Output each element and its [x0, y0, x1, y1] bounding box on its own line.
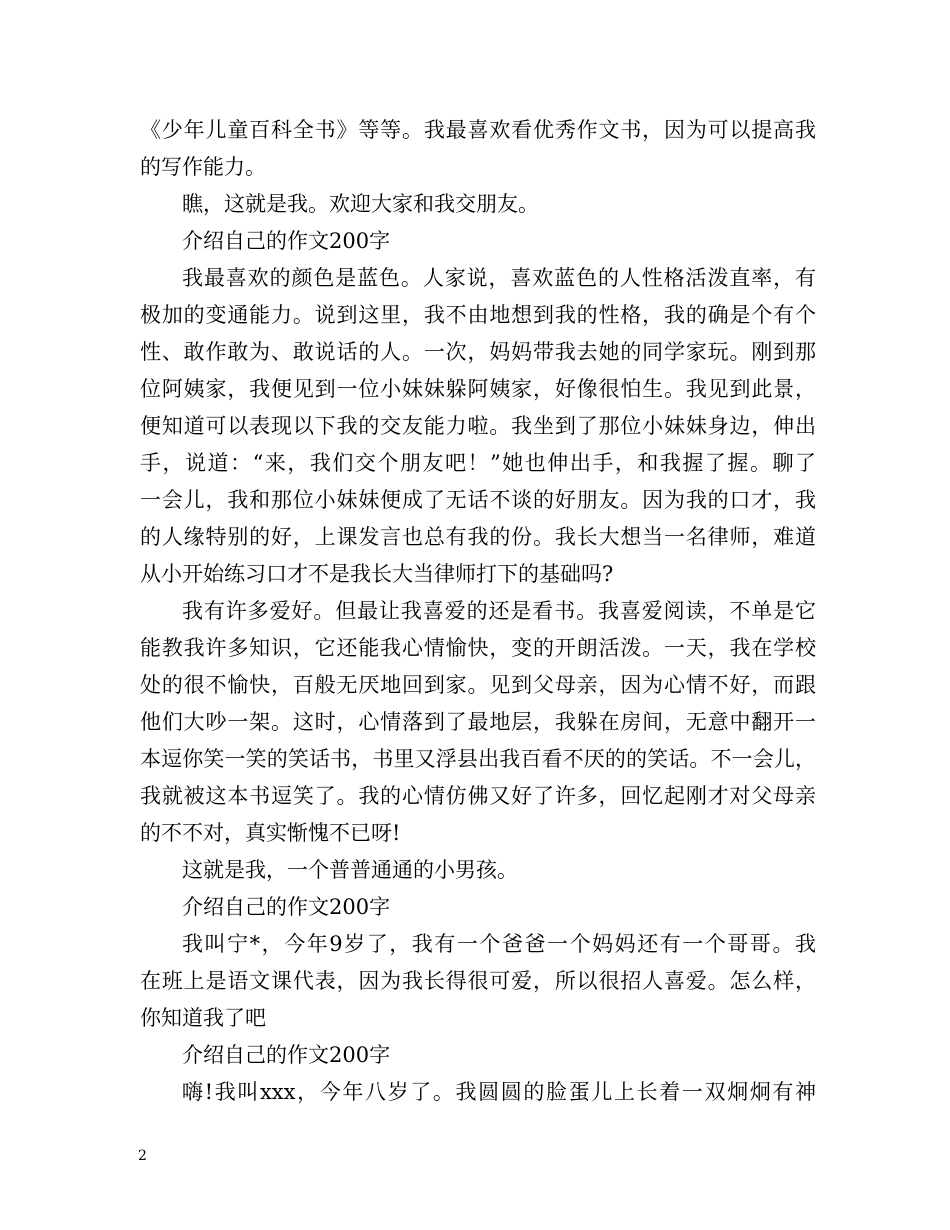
text-line: 手，说道：“来，我们交个朋友吧！”她也伸出手，和我握了握。聊了 [140, 451, 816, 475]
text-line: 本逗你笑一笑的笑话书，书里又浮县出我百看不厌的的笑话。不一会儿， [140, 747, 816, 771]
text-line: 《少年儿童百科全书》等等。我最喜欢看优秀作文书，因为可以提高我 [140, 118, 816, 142]
text-line: 位阿姨家，我便见到一位小妹妹躲阿姨家，好像很怕生。我见到此景， [140, 377, 816, 401]
text-line: 这就是我，一个普普通通的小男孩。 [182, 858, 518, 882]
text-line: 处的很不愉快，百般无厌地回到家。见到父母亲，因为心情不好，而跟 [140, 673, 816, 697]
body-text [140, 112, 816, 1111]
section-heading: 介绍自己的作文200字 [182, 1043, 391, 1067]
text-line: 我就被这本书逗笑了。我的心情仿佛又好了许多，回忆起刚才对父母亲 [140, 784, 816, 808]
section-heading: 介绍自己的作文200字 [182, 229, 391, 253]
text-line: 便知道可以表现以下我的交友能力啦。我坐到了那位小妹妹身边，伸出 [140, 414, 816, 438]
text-line: 我有许多爱好。但最让我喜爱的还是看书。我喜爱阅读，不单是它 [182, 599, 816, 623]
page-number: 2 [138, 1148, 147, 1164]
text-line: 一会儿，我和那位小妹妹便成了无话不谈的好朋友。因为我的口才，我 [140, 488, 816, 512]
text-line: 我叫宁*，今年9岁了，我有一个爸爸一个妈妈还有一个哥哥。我 [182, 932, 816, 956]
text-line: 嗨!我叫xxx，今年八岁了。我圆圆的脸蛋儿上长着一双炯炯有神 [182, 1080, 816, 1104]
text-line: 从小开始练习口才不是我长大当律师打下的基础吗? [140, 562, 614, 586]
text-line: 瞧，这就是我。欢迎大家和我交朋友。 [182, 192, 539, 216]
text-line: 的不不对，真实惭愧不已呀! [140, 821, 401, 845]
section-heading: 介绍自己的作文200字 [182, 895, 391, 919]
text-line: 我最喜欢的颜色是蓝色。人家说，喜欢蓝色的人性格活泼直率，有 [182, 266, 816, 290]
text-line: 你知道我了吧 [140, 1006, 266, 1030]
text-line: 他们大吵一架。这时，心情落到了最地层，我躲在房间，无意中翻开一 [140, 710, 816, 734]
text-line: 极加的变通能力。说到这里，我不由地想到我的性格，我的确是个有个 [140, 303, 816, 327]
text-line: 的人缘特别的好，上课发言也总有我的份。我长大想当一名律师，难道 [140, 525, 816, 549]
text-line: 的写作能力。 [140, 155, 266, 179]
text-line: 在班上是语文课代表，因为我长得很可爱，所以很招人喜爱。怎么样， [140, 969, 816, 993]
text-line: 能教我许多知识，它还能我心情愉快，变的开朗活泼。一天，我在学校 [140, 636, 816, 660]
text-line: 性、敢作敢为、敢说话的人。一次，妈妈带我去她的同学家玩。刚到那 [140, 340, 816, 364]
